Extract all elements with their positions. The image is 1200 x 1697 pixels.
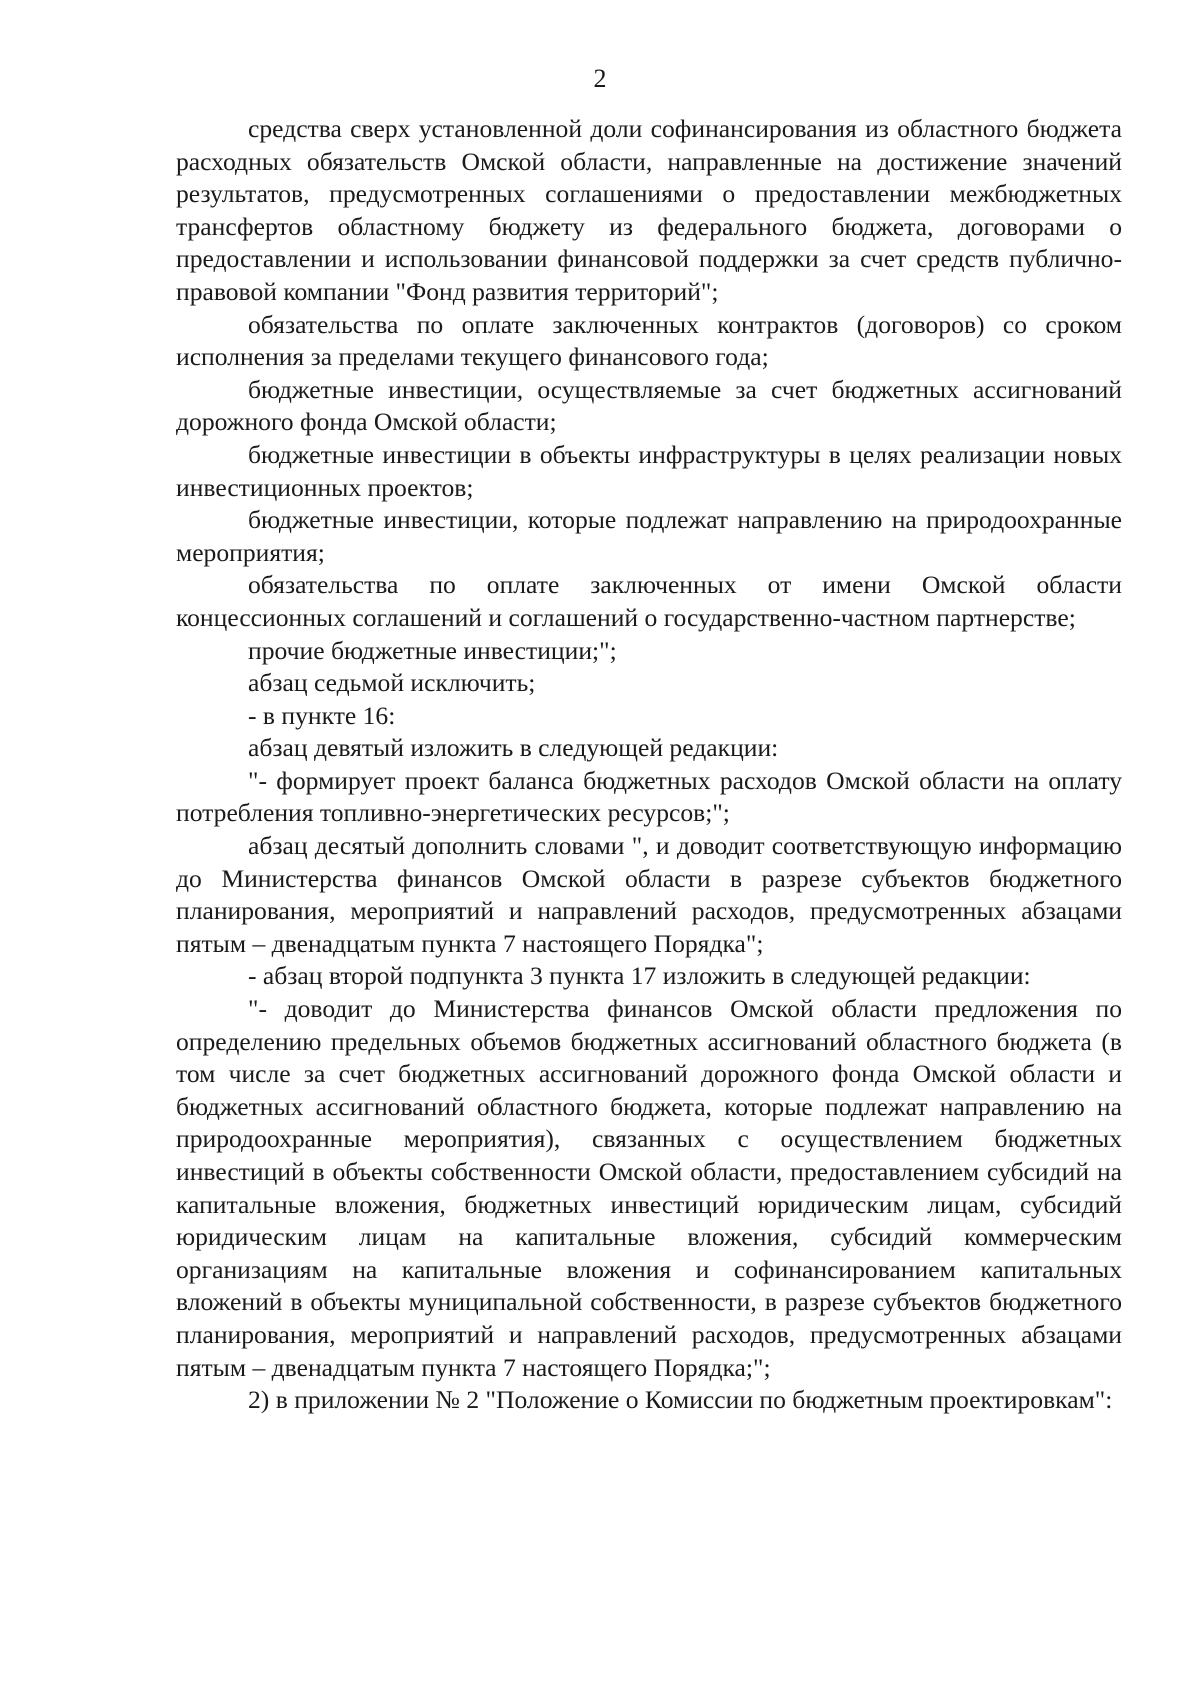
paragraph: обязательства по оплате заключенных от имени Омской области концессионных соглашений и соглашений о государственно-частном партнерстве; (176, 570, 1122, 632)
document-body (176, 113, 1122, 1417)
paragraph: бюджетные инвестиции в объекты инфраструктуры в целях реализации новых инвестиционных проектов; (176, 439, 1122, 502)
paragraph: "- доводит до Министерства финансов Омской области предложения по определению предельных объемов бюджетных ассигнований областного бюджета (в том числе за счет бюджетных ассигнований дорожного фонда Омской области и бюджетных ассигнований областного бюджета, которые подлежат направлению на природоохранные мероприятия), связанных с осуществлением бюджетных инвестиций в объекты собственности Омской области, предоставлением субсидий на капитальные вложения, бюджетных инвестиций юридическим лицам, субсидий юридическим лицам на капитальные вложения, субсидий коммерческим организациям на капитальные вложения и софинансированием капитальных вложений в объекты муниципальной собственности, в разрезе субъектов бюджетного планирования, мероприятий и направлений расходов, предусмотренных абзацами пятым – двенадцатым пункта 7 настоящего Порядка;"; (176, 994, 1122, 1382)
paragraph: средства сверх установленной доли софинансирования из областного бюджета расходных обязательств Омской области, направленные на достижение значений результатов, предусмотренных соглашениями о предоставлении межбюджетных трансфертов областному бюджету из федерального бюджета, договорами о предоставлении и использовании финансовой поддержки за счет средств публично-правовой компании "Фонд развития территорий"; (176, 114, 1122, 306)
page-number: 2 (593, 64, 607, 93)
paragraph: "- формирует проект баланса бюджетных расходов Омской области на оплату потребления топливно-энергетических ресурсов;"; (176, 765, 1122, 828)
paragraph: - в пункте 16: (248, 700, 396, 730)
paragraph: абзац девятый изложить в следующей редакции: (248, 733, 779, 763)
paragraph: бюджетные инвестиции, осуществляемые за счет бюджетных ассигнований дорожного фонда Омской области; (176, 374, 1122, 437)
paragraph: обязательства по оплате заключенных контрактов (договоров) со сроком исполнения за пределами текущего финансового года; (176, 309, 1122, 372)
paragraph: абзац седьмой исключить; (248, 668, 536, 698)
paragraph: прочие бюджетные инвестиции;"; (248, 635, 617, 665)
paragraph: 2) в приложении № 2 "Положение о Комиссии по бюджетным проектировкам": (248, 1385, 1113, 1415)
paragraph: - абзац второй подпункта 3 пункта 17 изложить в следующей редакции: (248, 961, 1031, 991)
paragraph: абзац десятый дополнить словами ", и доводит соответствующую информацию до Министерства финансов Омской области в разрезе субъектов бюджетного планирования, мероприятий и направлений расходов, предусмотренных абзацами пятым – двенадцатым пункта 7 настоящего Порядка"; (176, 831, 1122, 958)
paragraph: бюджетные инвестиции, которые подлежат направлению на природоохранные мероприятия; (176, 505, 1122, 567)
